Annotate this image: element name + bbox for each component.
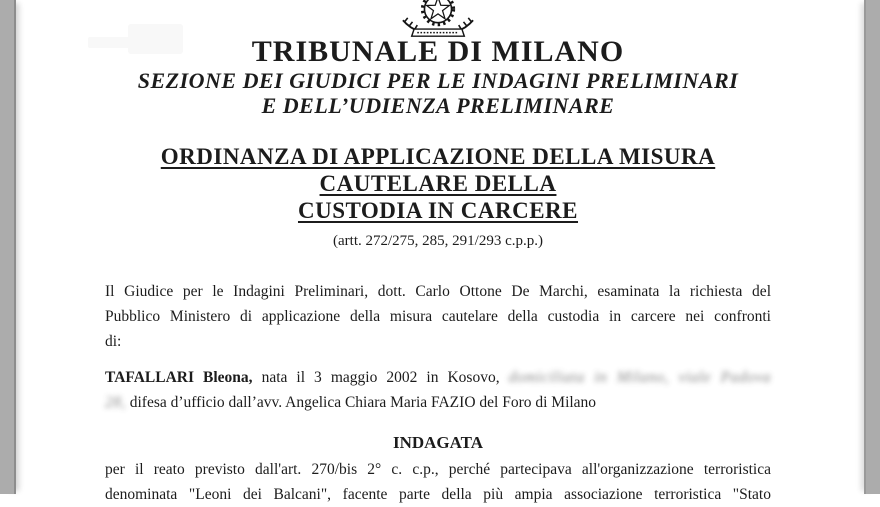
- suspect-line-2: [105, 390, 771, 415]
- order-title-line-1: ORDINANZA DI APPLICAZIONE DELLA MISURA: [160, 144, 716, 169]
- intro-line-2: Pubblico Ministero di applicazione della misura cautelare della custodia in carcere nei confronti: [105, 308, 771, 325]
- italy-emblem-icon: [16, 0, 860, 32]
- intro-paragraph: [105, 279, 771, 354]
- section-line-2: E DELL’UDIENZA PRELIMINARE: [261, 93, 615, 118]
- suspect-name: TAFALLARI Bleona,: [105, 369, 253, 386]
- order-title-line-2: CAUTELARE DELLA: [319, 171, 557, 196]
- status-heading: INDAGATA: [392, 433, 484, 452]
- court-title: TRIBUNALE DI MILANO: [251, 35, 625, 68]
- order-title: [16, 143, 860, 224]
- suspect-birth-info: nata il 3 maggio 2002 in Kosovo,: [252, 369, 509, 386]
- articles-reference: (artt. 272/275, 285, 291/293 c.p.p.): [333, 233, 543, 249]
- redacted-text-1: domiciliata in Milano, viale Padova: [508, 369, 772, 386]
- section-line-1: SEZIONE DEI GIUDICI PER LE INDAGINI PRELIMINARI: [137, 68, 739, 93]
- document-page: [16, 0, 860, 503]
- order-title-line-3: CUSTODIA IN CARCERE: [297, 198, 579, 223]
- redacted-text-2: 28,: [105, 394, 126, 411]
- suspect-defense-info: difesa d’ufficio dall’avv. Angelica Chiara Maria FAZIO del Foro di Milano: [125, 394, 597, 411]
- intro-line-3: di:: [105, 333, 122, 350]
- suspect-line-1: [105, 365, 771, 390]
- charge-line-1: per il reato previsto dall'art. 270/bis 2° c. c.p., perché partecipava all'organizzazione terroristica: [105, 461, 771, 478]
- frame-right-bar: [864, 0, 880, 494]
- charge-paragraph: [105, 457, 771, 507]
- intro-line-1: Il Giudice per le Indagini Preliminari, dott. Carlo Ottone De Marchi, esaminata la richiesta del: [105, 283, 771, 300]
- suspect-paragraph: [105, 365, 771, 415]
- frame-left-bar: [0, 0, 16, 494]
- charge-line-2: denominata "Leoni dei Balcani", facente parte della più ampia associazione terroristica "Stato: [105, 486, 771, 503]
